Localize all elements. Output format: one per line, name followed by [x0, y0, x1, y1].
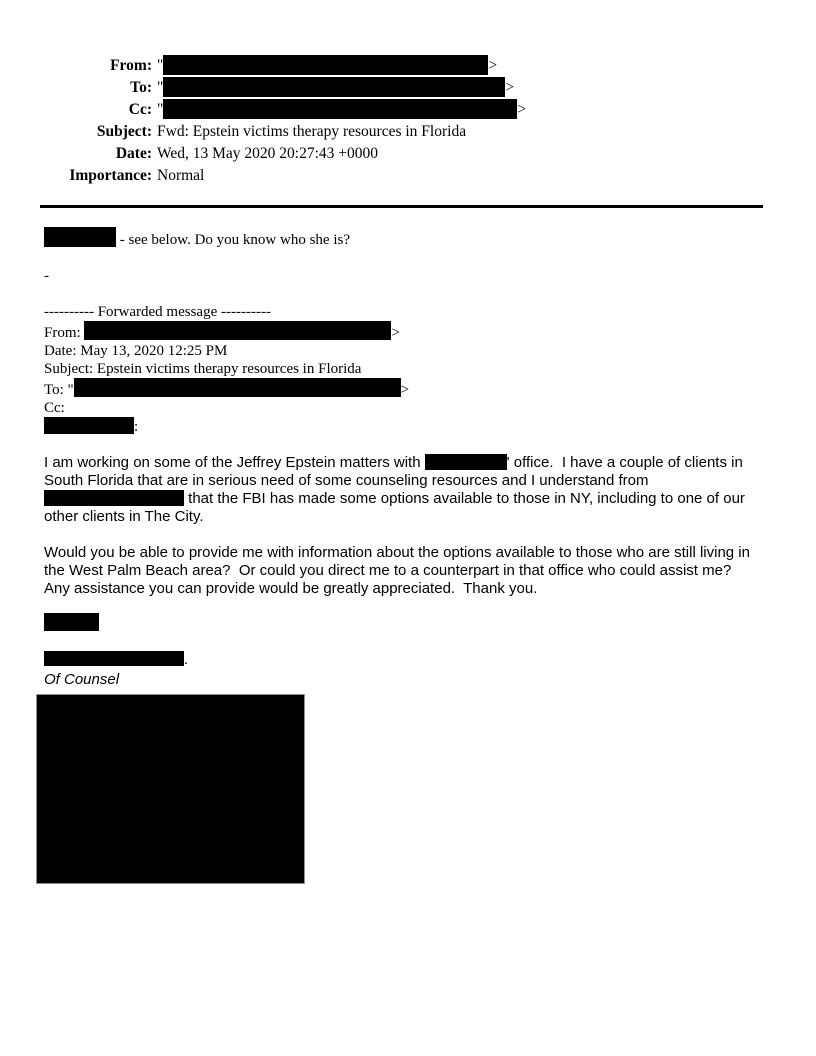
header-value-cc: " > — [157, 101, 527, 118]
header-row-importance — [40, 165, 816, 187]
signature-firm-line: . — [44, 651, 816, 669]
header-value-importance: Normal — [157, 167, 205, 184]
redaction-bar — [84, 321, 391, 340]
header-label-importance: Importance: — [69, 167, 152, 184]
header-value-to: " > — [157, 79, 515, 96]
header-label-from: From: — [110, 57, 152, 74]
redaction-bar — [44, 417, 134, 434]
signature-name-redaction-row — [44, 613, 816, 631]
redaction-bar — [44, 490, 184, 506]
redaction-bar — [425, 454, 507, 470]
redaction-bar — [44, 227, 116, 247]
paragraph-1: I am working on some of the Jeffrey Epstein matters with ' office. I have a couple of clients in South Florida that are in serious need of some counseling resources and I understand from that the FBI has made some options available to those in NY, including to one of our other clients in The City. — [44, 454, 750, 525]
header-label-date: Date: — [115, 145, 152, 162]
forwarded-header-cc: Cc: — [44, 400, 65, 416]
header-label-cc: Cc: — [128, 101, 152, 118]
signature-title: Of Counsel — [44, 671, 120, 688]
forwarded-header-date: Date: May 13, 2020 12:25 PM — [44, 343, 228, 359]
salutation-line: : — [44, 417, 759, 436]
signature-block-redaction — [36, 694, 305, 884]
forwarded-message-block — [44, 303, 759, 436]
dash-line: - — [44, 268, 49, 284]
header-value-date: Wed, 13 May 2020 20:27:43 +0000 — [157, 145, 379, 162]
paragraph-2: Would you be able to provide me with information about the options available to those who are still living in the West Palm Beach area? Or could you direct me to a counterpart in that office who could assist me? Any assistance you can provide would be greatly appreciated. Thank you. — [44, 544, 755, 597]
redaction-bar — [163, 77, 505, 97]
header-row-to — [40, 77, 816, 99]
intro-line: - see below. Do you know who she is? — [44, 227, 759, 249]
redaction-bar — [163, 99, 517, 119]
redaction-bar — [44, 651, 184, 666]
redaction-bar — [74, 378, 401, 397]
header-label-subject: Subject: — [96, 123, 152, 140]
header-row-from — [40, 55, 816, 77]
header-row-date — [40, 143, 816, 165]
header-label-to: To: — [130, 79, 152, 96]
message-body-serif — [44, 227, 759, 436]
redaction-bar — [163, 55, 488, 75]
forwarded-header-from: From: > — [44, 321, 759, 342]
header-value-from: " > — [157, 57, 498, 74]
forwarded-header-to: To: " > — [44, 378, 759, 399]
header-row-subject — [40, 121, 816, 143]
header-value-subject: Fwd: Epstein victims therapy resources in Florida — [157, 123, 467, 140]
forwarded-header-subject: Subject: Epstein victims therapy resources in Florida — [44, 361, 362, 377]
divider-rule — [40, 205, 763, 208]
email-header — [40, 55, 816, 187]
header-row-cc — [40, 99, 816, 121]
redaction-bar — [44, 613, 99, 631]
forwarded-message-divider: ---------- Forwarded message ---------- — [44, 304, 271, 320]
